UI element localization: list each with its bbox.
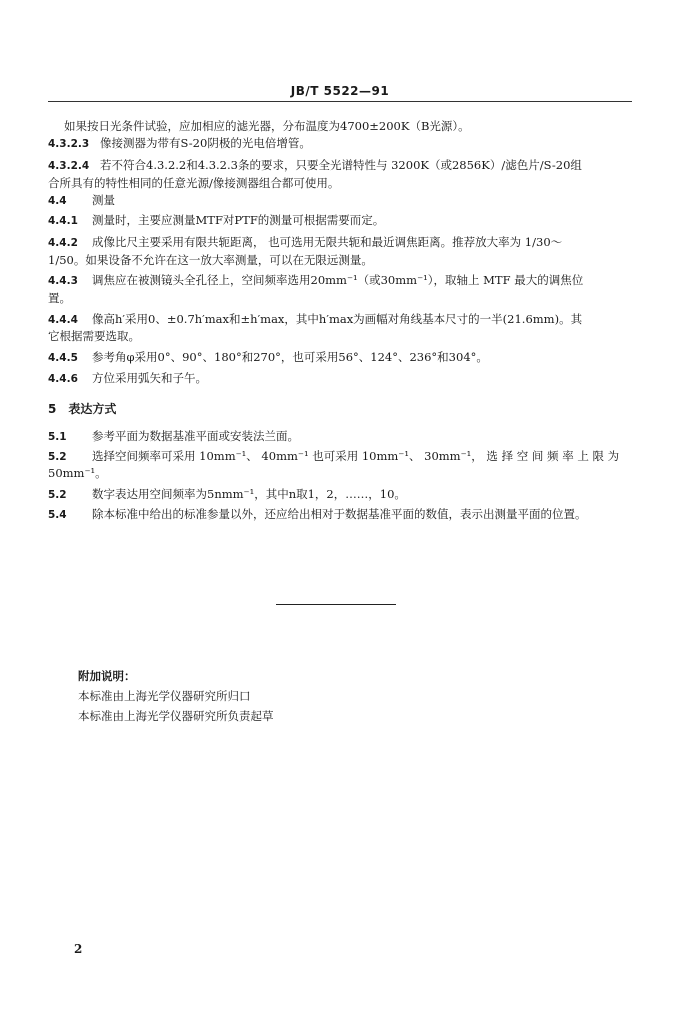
- clause-heading: 测量: [92, 193, 115, 207]
- page-number: 2: [74, 942, 83, 956]
- clause-text-continued: 合所具有的特性相同的任意光源/像接测器组合都可使用。: [48, 176, 340, 190]
- clause-text: 参考平面为数据基准平面或安装法兰面。: [92, 429, 299, 443]
- clause-5-4: [48, 506, 638, 523]
- clause-number: 5.1: [48, 431, 67, 443]
- end-divider: [276, 604, 396, 605]
- standard-code-header: JB/T 5522—91: [290, 84, 390, 98]
- clause-text: 像接测器为带有S-20阴极的光电倍增管。: [100, 136, 311, 150]
- clause-5-1: [48, 428, 638, 445]
- clause-text: 方位采用弧矢和子午。: [92, 371, 207, 385]
- clause-number: 5.2: [48, 489, 67, 501]
- clause-number: 4.4.5: [48, 352, 78, 364]
- clause-text: 成像比尺主要采用有限共轭距离， 也可选用无限共轭和最近调焦距离。推荐放大率为 1/30～: [92, 235, 563, 249]
- clause-text-continued: 置。: [48, 291, 71, 305]
- clause-5-3: [48, 486, 638, 503]
- clause-4-4-4-continued: [48, 328, 638, 344]
- clause-text-continued: 1/50。如果设备不允许在这一放大率测量，可以在无限远测量。: [48, 253, 373, 267]
- clause-text: 除本标准中给出的标准参量以外，还应给出相对于数据基准平面的数值，表示出测量平面的位置。: [92, 507, 587, 521]
- section-title: 表达方式: [68, 402, 117, 416]
- paragraph-light-source: [64, 118, 654, 134]
- clause-4-4: [48, 192, 638, 209]
- clause-number: 4.4: [48, 195, 67, 207]
- clause-text: 数字表达用空间频率为5nmm⁻¹，其中n取1，2，……，10。: [92, 487, 406, 501]
- clause-4-4-2-continued: [48, 252, 638, 268]
- clause-number: 4.4.4: [48, 314, 78, 326]
- clause-number: 4.4.2: [48, 237, 78, 249]
- clause-4-4-3: [48, 272, 638, 289]
- clause-text: 像高h′采用0、±0.7h′max和±h′max，其中h′max为画幅对角线基本尺寸的一半(21.6mm)。其: [92, 312, 583, 326]
- clause-5-2: [48, 448, 638, 465]
- clause-number: 4.3.2.4: [48, 160, 90, 172]
- header-rule: [48, 101, 632, 102]
- additional-notes-title: 附加说明：: [78, 669, 136, 683]
- clause-4-4-2: [48, 234, 638, 251]
- clause-4-3-2-4-continued: [48, 175, 638, 191]
- clause-number: 5.4: [48, 509, 67, 521]
- clause-text-continued: 50mm⁻¹。: [48, 466, 107, 480]
- note-line: 本标准由上海光学仪器研究所负责起草: [78, 709, 274, 723]
- section-5-heading: [48, 400, 116, 417]
- clause-number: 4.4.1: [48, 215, 78, 227]
- clause-text-continued: 它根据需要选取。: [48, 329, 140, 343]
- clause-4-3-2-3: [48, 135, 638, 152]
- clause-text: 选择空间频率可采用 10mm⁻¹、 40mm⁻¹ 也可采用 10mm⁻¹、 30mm⁻¹， 选 择 空 间 频 率 上 限 为: [92, 449, 620, 463]
- clause-4-4-3-continued: [48, 290, 638, 306]
- clause-text: 测量时，主要应测量MTF对PTF的测量可根据需要而定。: [92, 213, 385, 227]
- clause-5-2-continued: [48, 465, 638, 481]
- clause-number: 4.3.2.3: [48, 138, 90, 150]
- paragraph-text: 如果按日光条件试验，应加相应的滤光器，分布温度为4700±200K（B光源）。: [64, 119, 470, 133]
- clause-4-4-4: [48, 311, 638, 328]
- clause-4-3-2-4: [48, 157, 638, 174]
- clause-text: 调焦应在被测镜头全孔径上，空间频率选用20mm⁻¹（或30mm⁻¹），取轴上 MTF 最大的调焦位: [92, 273, 584, 287]
- clause-4-4-1: [48, 212, 638, 229]
- clause-number: 4.4.3: [48, 275, 78, 287]
- clause-number: 5.2: [48, 451, 67, 463]
- clause-4-4-6: [48, 370, 638, 387]
- section-number: 5: [48, 402, 57, 416]
- clause-text: 参考角φ采用0°、90°、180°和270°，也可采用56°、124°、236°和304°。: [92, 350, 488, 364]
- clause-4-4-5: [48, 349, 638, 366]
- clause-number: 4.4.6: [48, 373, 78, 385]
- clause-text: 若不符合4.3.2.2和4.3.2.3条的要求，只要全光谱特性与 3200K（或2856K）/滤色片/S-20组: [100, 158, 582, 172]
- note-line: 本标准由上海光学仪器研究所归口: [78, 689, 251, 703]
